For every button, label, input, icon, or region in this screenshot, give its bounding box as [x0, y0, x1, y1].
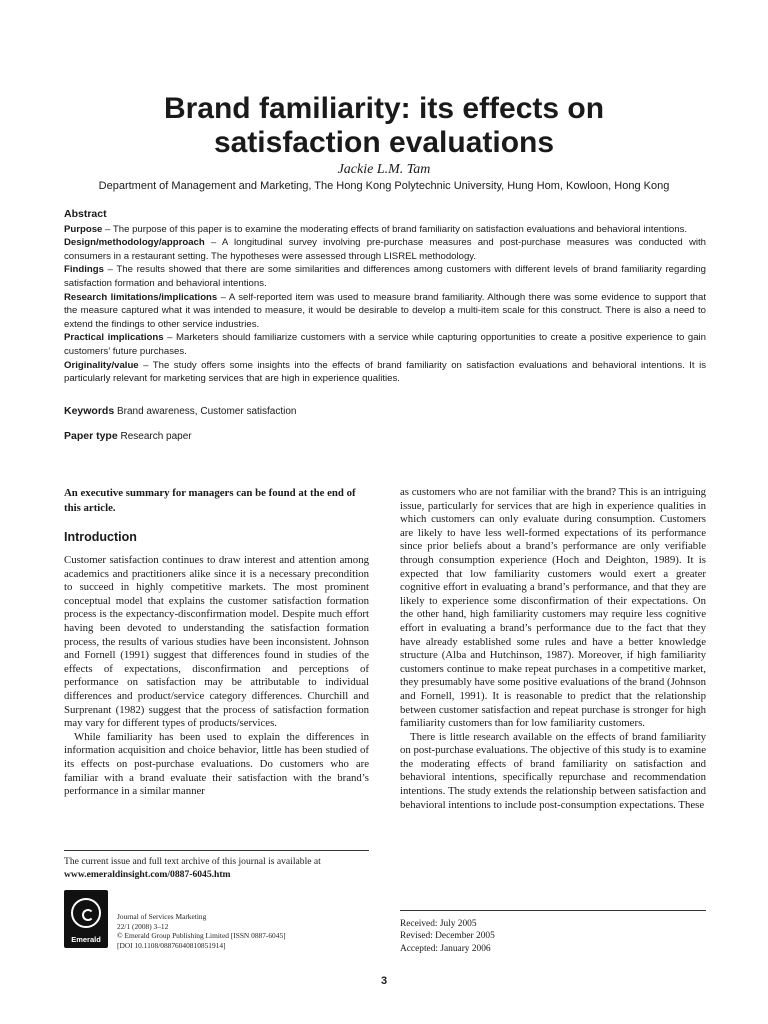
journal-archive-text: The current issue and full text archive of this journal is available at	[64, 856, 321, 867]
submission-dates	[400, 918, 706, 955]
left-paragraph-1: Customer satisfaction continues to draw interest and attention among academics and practitioners alike since it is a necessary precondition to succeed in highly competitive markets. The most prominent conceptual model that explains the customer satisfaction formation process is the expectancy-disconfirmation model. Despite much effort having been devoted to understanding the satisfaction formation process, the results of various studies have been inconsistent. Johnson and Fornell (1991) suggest that differences found in studies of the effects of expectations, disconfirmation and perceptions of performance on satisfaction may be attributable to individual differences and product/service category differences. Churchill and Surprenant (1982) suggest that the process of satisfaction formation may vary for different types of products/services.	[64, 554, 369, 730]
emerald-logo-icon	[71, 898, 101, 928]
keywords-label: Keywords	[64, 405, 115, 417]
journal-archive-link[interactable]: www.emeraldinsight.com/0887-6045.htm	[64, 869, 231, 880]
abstract-purpose-text: – The purpose of this paper is to examine the moderating effects of brand familiarity on satisfaction evaluations and behavioral intentions.	[102, 223, 688, 235]
author-name: Jackie L.M. Tam	[337, 162, 431, 177]
abstract-design-label: Design/methodology/approach	[64, 237, 205, 249]
abstract-purpose-label: Purpose	[64, 223, 103, 235]
emerald-logo	[64, 890, 108, 948]
right-column	[400, 486, 706, 812]
publication-info	[117, 912, 377, 950]
right-paragraph-1: as customers who are not familiar with the brand? This is an intriguing issue, particularly for services that are high in experience qualities in which customers can only evaluate during consumption. Customers are likely to have less well-formed expectations of its performance since prior beliefs about a brand’s performance are only verifiable through consumption experience (Hoch and Deighton, 1989). It is expected that low familiarity customers would exert a greater cognitive effort in evaluating a brand’s performance, and that they are likely to experience some disconfirmation of their expectations. On the other hand, high familiarity customers may require less cognitive effort in evaluating a brand’s performance due to the fact that they have already established some rules and have a better knowledge structure (Alba and Hutchinson, 1987). Moreover, if high familiarity customers continue to make repeat purchases in a competitive market, they presumably have some positive evaluations of the brand (Johnson and Fornell, 1991). It is reasonable to predict that the relationship between customer satisfaction and repeat purchase is stronger for high familiarity customers than for low familiarity customers.	[400, 486, 706, 730]
keywords-text: Brand awareness, Customer satisfaction	[116, 406, 297, 417]
date-accepted: Accepted: January 2006	[400, 943, 491, 954]
author-affiliation: Department of Management and Marketing, The Hong Kong Polytechnic University, Hung Hom, Kowloon, Hong Kong	[98, 180, 670, 192]
abstract-practical-text: – Marketers should familiarize customers with a service while capturing opportunities to create a positive experience to gain customers’ future purchases.	[64, 332, 707, 357]
abstract-practical	[64, 331, 706, 358]
paper-type-label: Paper type	[64, 430, 118, 442]
introduction-heading: Introduction	[64, 530, 137, 544]
pub-copyright: © Emerald Group Publishing Limited [ISSN 0887-6045]	[117, 931, 286, 941]
pub-volume: 22/1 (2008) 3–12	[117, 921, 169, 931]
abstract-originality-label: Originality/value	[64, 359, 139, 371]
abstract-findings	[64, 263, 706, 290]
paper-title-line-1: Brand familiarity: its effects on	[163, 92, 605, 125]
paper-title	[0, 92, 768, 160]
abstract-limitations	[64, 291, 706, 332]
left-paragraph-2: While familiarity has been used to explain the differences in information acquisition and choice behavior, little has been studied of its effects on post-purchase evaluations. Do customers who are familiar with a brand evaluate their satisfaction with the brand’s performance in a similar manner	[64, 730, 369, 798]
paper-title-line-2: satisfaction evaluations	[213, 126, 555, 159]
abstract-findings-label: Findings	[64, 264, 104, 276]
paper-type-text: Research paper	[120, 431, 192, 442]
keywords	[64, 405, 706, 417]
abstract-purpose	[64, 223, 706, 237]
abstract-design-text: – A longitudinal survey involving pre-purchase measures and post-purchase measures was conducted with consumers in a restaurant setting. The hypotheses were assessed through LISREL methodology.	[64, 237, 706, 262]
abstract-practical-label: Practical implications	[64, 332, 164, 344]
abstract-originality-text: – The study offers some insights into the effects of brand familiarity on satisfaction evaluations and behavioral intentions. It is particularly relevant for marketing services that are high in experience qualities.	[64, 359, 706, 385]
abstract-heading: Abstract	[64, 208, 107, 220]
pub-journal: Journal of Services Marketing	[117, 912, 207, 921]
date-revised: Revised: December 2005	[400, 931, 495, 942]
footnote-divider	[64, 850, 369, 851]
abstract-design	[64, 236, 706, 263]
date-received: Received: July 2005	[400, 919, 477, 929]
abstract-limitations-label: Research limitations/implications	[64, 291, 218, 303]
page-number: 3	[380, 975, 388, 987]
pub-doi: [DOI 10.1108/08876040810851914]	[117, 940, 226, 950]
abstract-limitations-text: – A self-reported item was used to measure brand familiarity. Although there was some evidence to support that the measure captured what it was intended to measure, it would be desirable to develop a multi-item scale for this construct. There is also a need to extend the findings to other service industries.	[64, 291, 706, 330]
abstract-originality	[64, 359, 706, 386]
executive-summary-note: An executive summary for managers can be found at the end of this article.	[64, 487, 356, 514]
emerald-logo-text: Emerald	[71, 935, 101, 944]
journal-archive-note	[64, 855, 369, 881]
left-column	[64, 554, 369, 799]
abstract-findings-text: – The results showed that there are some similarities and differences among customers with different levels of brand familiarity regarding satisfaction formation and behavioral intentions.	[64, 264, 706, 289]
dates-divider	[400, 910, 706, 911]
right-paragraph-2: There is little research available on the effects of brand familiarity on post-purchase evaluations. The objective of this study is to examine the moderating effects of brand familiarity on satisfaction and behavioral intentions, specifically repurchase and recommendation intentions. The study extends the relationship between satisfaction and behavioral intentions to include post-consumption expectations. These	[400, 730, 706, 811]
abstract	[64, 208, 706, 386]
paper-type	[64, 430, 706, 442]
